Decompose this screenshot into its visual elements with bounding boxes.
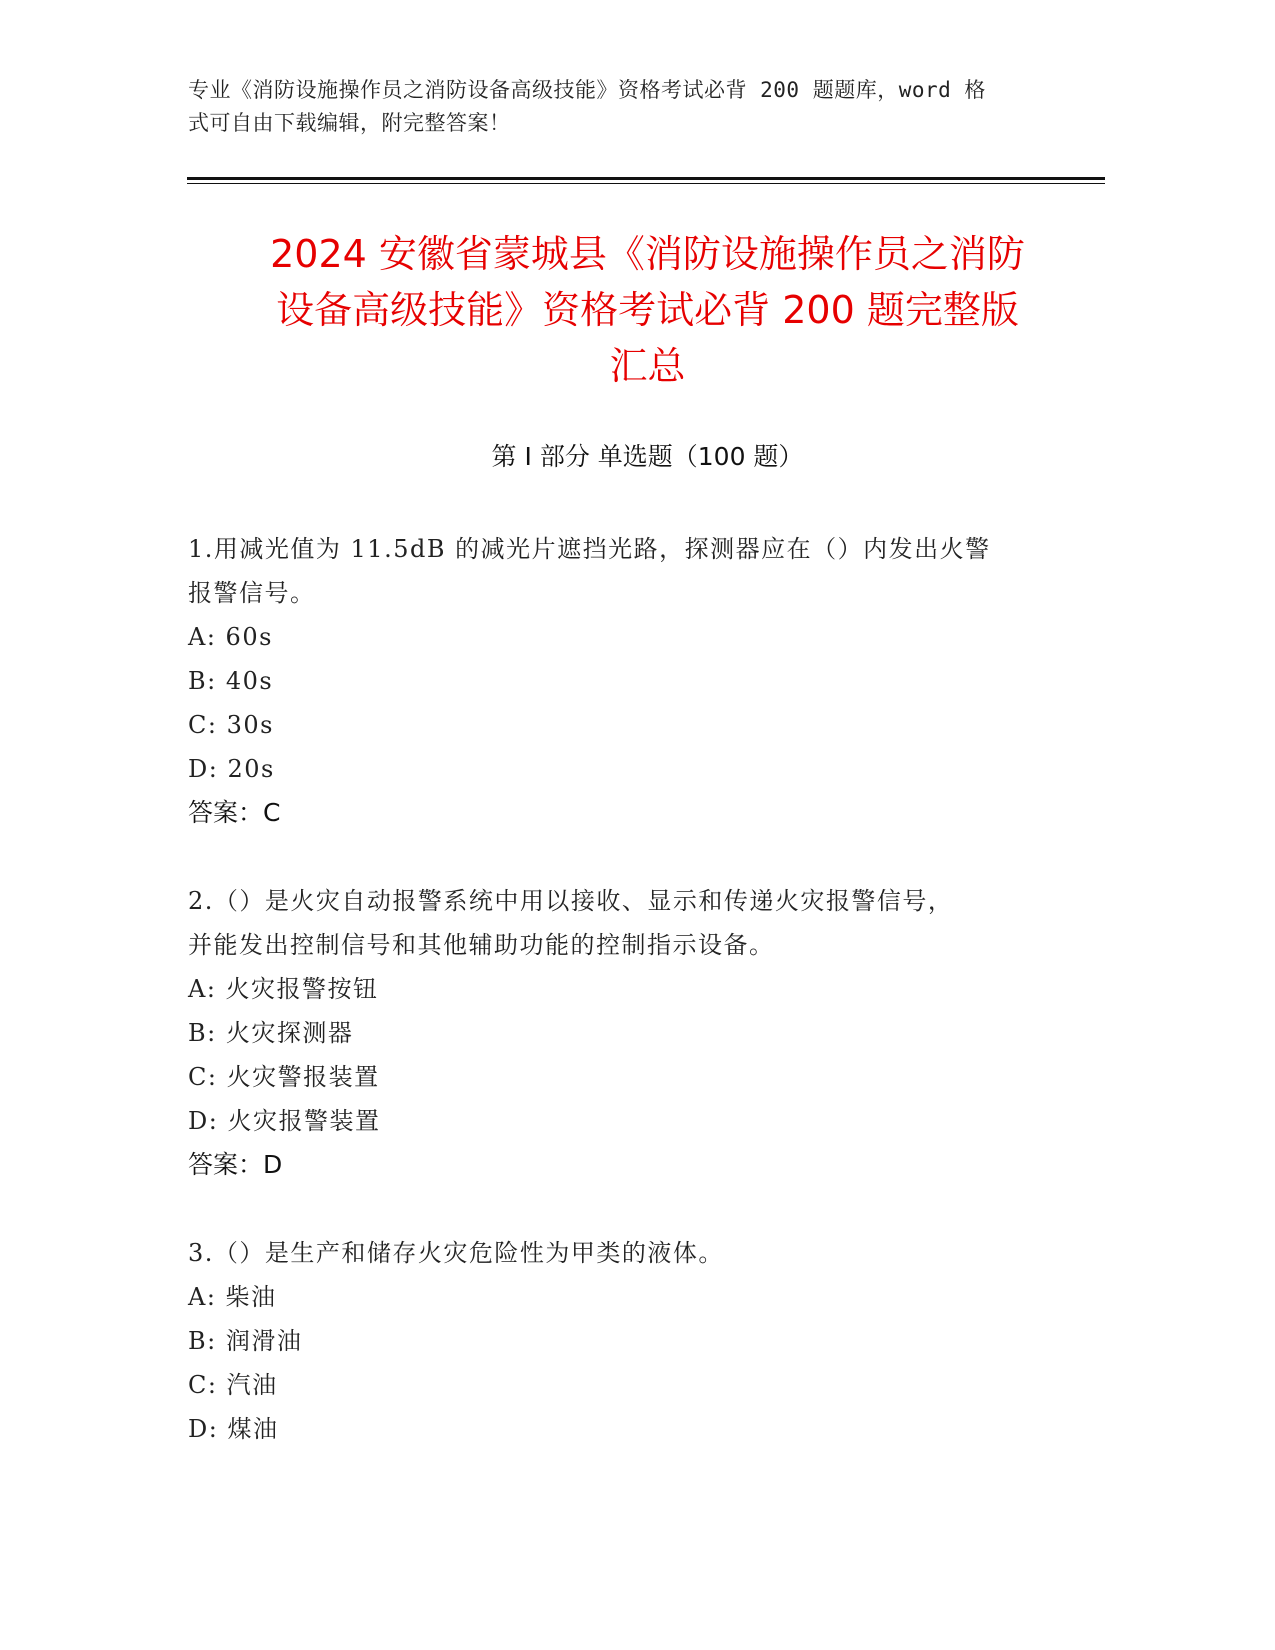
question-2-option-c: C: 火灾警报装置 bbox=[188, 1063, 380, 1091]
question-3-option-a: A: 柴油 bbox=[188, 1283, 277, 1311]
header-divider-thin bbox=[187, 183, 1105, 184]
question-1-stem-line-1: 1.用减光值为 11.5dB 的减光片遮挡光路，探测器应在（）内发出火警 bbox=[188, 535, 991, 563]
question-2-option-d: D: 火灾报警装置 bbox=[188, 1107, 381, 1135]
question-1-option-b: B: 40s bbox=[188, 667, 274, 695]
header-divider-thick bbox=[187, 177, 1105, 180]
question-1-option-a: A: 60s bbox=[188, 623, 273, 651]
question-2-option-b: B: 火灾探测器 bbox=[188, 1019, 354, 1047]
question-3-option-d: D: 煤油 bbox=[188, 1415, 279, 1443]
section-heading: 第 I 部分 单选题（100 题） bbox=[491, 442, 804, 471]
question-2-stem-line-1: 2.（）是火灾自动报警系统中用以接收、显示和传递火灾报警信号， bbox=[188, 887, 954, 915]
document-title bbox=[180, 226, 1115, 394]
header-note-line-1: 专业《消防设施操作员之消防设备高级技能》资格考试必背 200 题题库，word 格 bbox=[188, 78, 986, 102]
question-1-stem-line-2: 报警信号。 bbox=[188, 579, 316, 607]
question-3-stem-line-1: 3.（）是生产和储存火灾危险性为甲类的液体。 bbox=[188, 1239, 724, 1267]
document-title-line-2: 设备高级技能》资格考试必背 200 题完整版 bbox=[276, 288, 1019, 332]
document-title-line-1: 2024 安徽省蒙城县《消防设施操作员之消防 bbox=[270, 232, 1025, 276]
question-3-option-c: C: 汽油 bbox=[188, 1371, 278, 1399]
header-note-line-2: 式可自由下载编辑，附完整答案！ bbox=[188, 111, 511, 135]
question-1-option-d: D: 20s bbox=[188, 755, 275, 783]
question-2-answer: 答案：D bbox=[188, 1150, 283, 1179]
question-1-answer: 答案：C bbox=[188, 798, 281, 827]
question-1-option-c: C: 30s bbox=[188, 711, 274, 739]
question-2-stem-line-2: 并能发出控制信号和其他辅助功能的控制指示设备。 bbox=[188, 931, 775, 959]
document-title-line-3: 汇总 bbox=[609, 344, 686, 388]
question-1 bbox=[188, 527, 1078, 835]
question-3-option-b: B: 润滑油 bbox=[188, 1327, 303, 1355]
header-note bbox=[188, 74, 1068, 140]
question-3 bbox=[188, 1231, 1078, 1451]
question-2-option-a: A: 火灾报警按钮 bbox=[188, 975, 379, 1003]
question-2 bbox=[188, 879, 1078, 1187]
